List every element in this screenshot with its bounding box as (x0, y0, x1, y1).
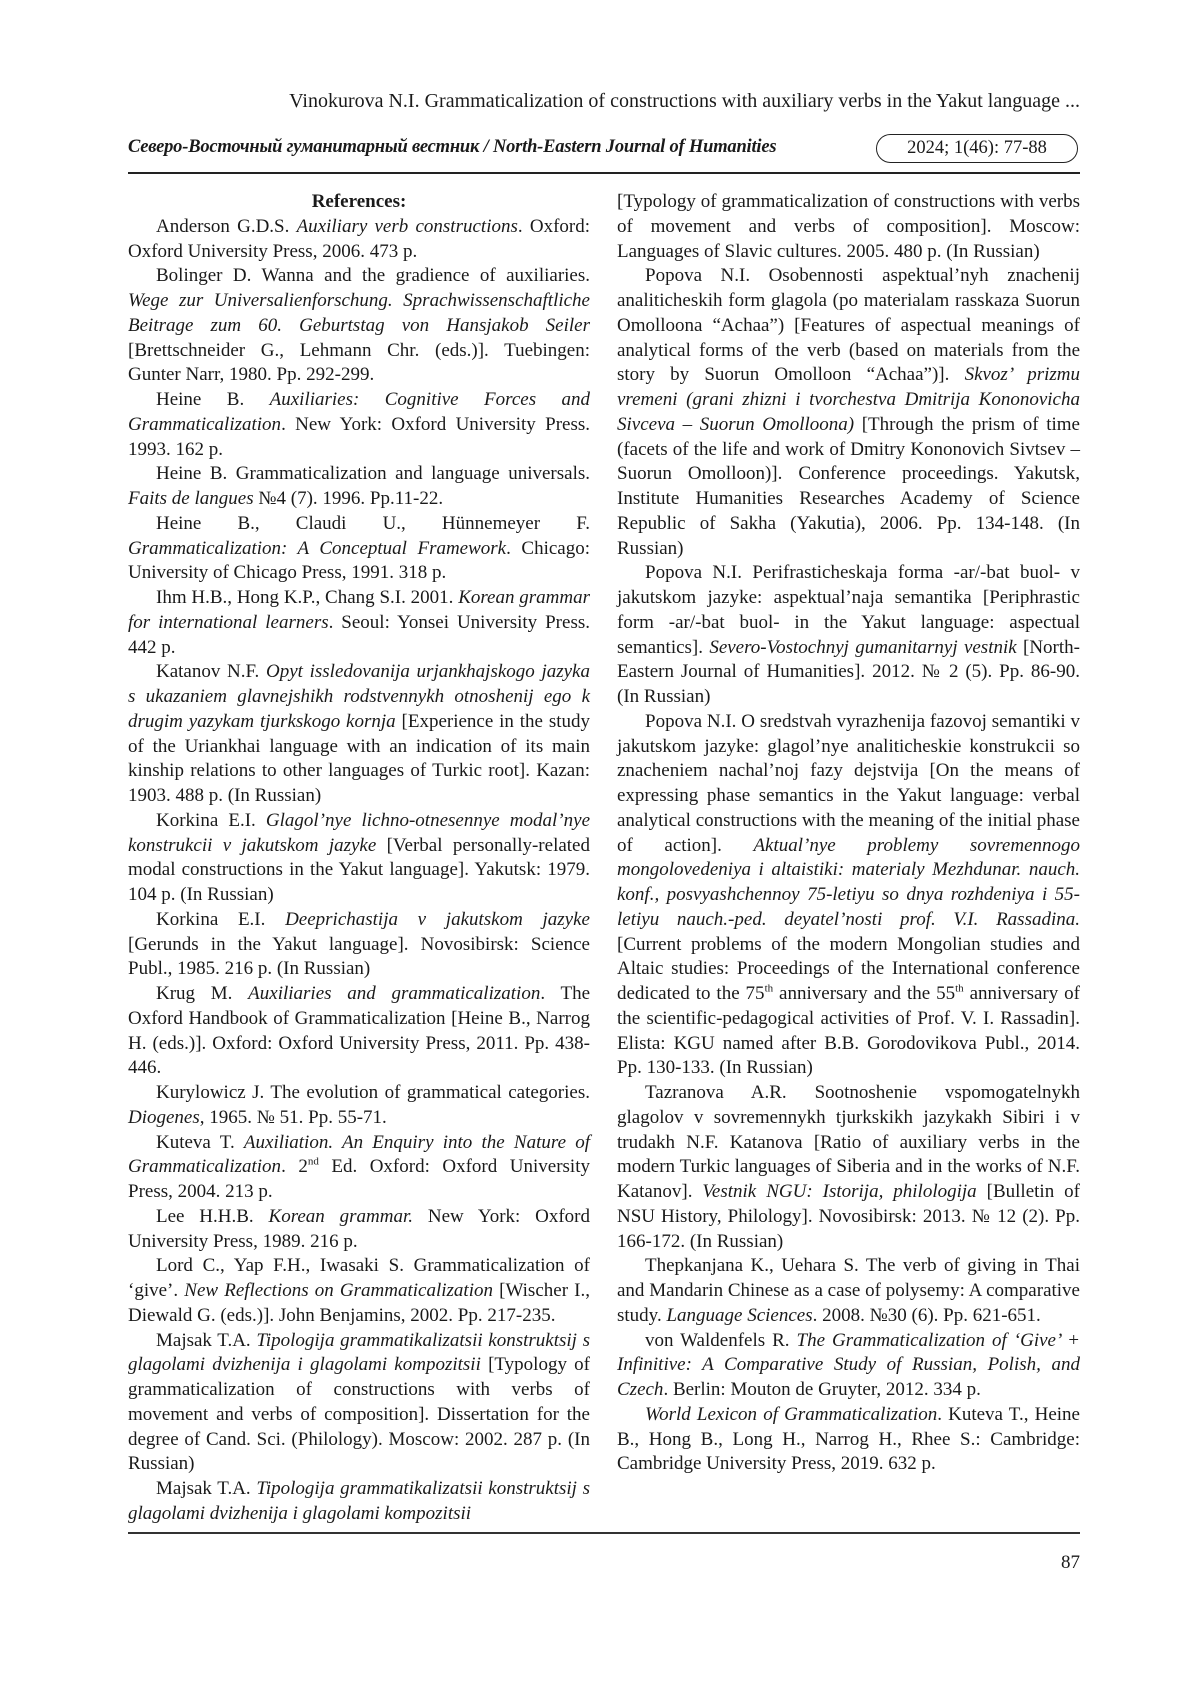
reference-text: Majsak T.A. (156, 1329, 257, 1351)
reference-entry (128, 1081, 590, 1131)
footer-rule (128, 1532, 1080, 1534)
reference-text: . Chicago: University of Chicago Press, 1991. 318 p. (128, 537, 590, 584)
reference-entry (128, 215, 590, 265)
reference-title-italic: Skvoz’ prizmu vremeni (grani zhizni i tvorchestva Dmitrija Kononovicha Sivceva – Suorun Omolloona) (617, 364, 1080, 435)
reference-entry (128, 388, 590, 462)
header-rule (128, 172, 1080, 174)
running-title: Vinokurova N.I. Grammaticalization of constructions with auxiliary verbs in the Yakut language ... (289, 90, 1080, 112)
reference-text: anniversary of the scientific-pedagogical activities of Prof. V. I. Rassadin]. Elista: KGU named after B.B. Gorodovikova Publ., 2014. Pp. 130-133. (In Russian) (617, 983, 1080, 1079)
reference-text: . 2 (281, 1156, 308, 1178)
ordinal-superscript: th (955, 982, 964, 995)
reference-text: [Verbal personally-related modal constructions in the Yakut language]. Yakutsk: 1979. 104 p. (In Russian) (128, 834, 590, 905)
reference-title-italic: New Reflections on Grammaticalization (184, 1280, 493, 1301)
reference-title-italic: World Lexicon of Grammaticalization (645, 1403, 938, 1425)
reference-entry (617, 264, 1080, 561)
reference-entry (128, 512, 590, 586)
reference-entry (617, 190, 1080, 264)
reference-title-italic: Faits de langues (128, 488, 254, 509)
reference-text: Lord C., Yap F.H., Iwasaki S. Grammaticalization of ‘give’. (128, 1255, 590, 1301)
reference-text: [Bulletin of NSU History, Philology]. Novosibirsk: 2013. № 12 (2). Pp. 166-172. (In Russian) (617, 1181, 1080, 1252)
reference-title-italic: Auxiliaries and grammaticalization (248, 983, 541, 1004)
reference-title-italic: Diogenes (128, 1106, 200, 1128)
reference-entry (128, 908, 590, 982)
reference-entry (617, 561, 1080, 710)
reference-text: [Experience in the study of the Uriankhai language with an indication of its main kinship relations to other languages of Turkic root]. Kazan: 1903. 488 p. (In Russian) (128, 710, 590, 806)
reference-entry (617, 1403, 1080, 1477)
reference-text: Popova N.I. Perifrasticheskaja forma -ar/-bat buol- v jakutskom jazyke: aspektual’naja semantika [Periphrastic form -ar/-bat buol- in the Yakut language: aspectual semantics]. (617, 562, 1080, 658)
reference-entry (128, 809, 590, 908)
references-heading: References: (311, 191, 407, 212)
reference-text: Heine B. (156, 389, 270, 410)
reference-entry (617, 1254, 1080, 1328)
reference-text: , 1965. № 51. Pp. 55-71. (199, 1106, 387, 1128)
page-number: 87 (1061, 1552, 1080, 1573)
reference-entry (128, 586, 590, 660)
reference-list-left (128, 215, 590, 1527)
reference-text: Korkina E.I. (156, 809, 266, 831)
reference-title-italic: Auxiliary verb constructions (296, 215, 518, 237)
reference-text: Katanov N.F. (156, 661, 266, 683)
reference-text: . New York: Oxford University Press. 1993. 162 p. (128, 413, 590, 460)
reference-title-italic: Korean grammar. (268, 1205, 414, 1227)
references-right-column (617, 190, 1080, 1477)
ordinal-superscript: th (764, 982, 774, 995)
reference-entry (128, 660, 590, 809)
reference-text: New York: Oxford University Press, 1989. 216 p. (128, 1205, 591, 1252)
reference-text: . Berlin: Mouton de Gruyter, 2012. 334 p. (663, 1379, 981, 1400)
reference-text: Popova N.I. Osobennosti aspektual’nyh znachenij analiticheskih form glagola (po materialam rasskaza Suorun Omolloona “Achaa”) [Features of aspectual meanings of analytical forms of the verb (based on materials from the story by Suorun Omolloon “Achaa”)]. (617, 265, 1080, 386)
reference-entry (617, 710, 1080, 1081)
journal-title: Северо-Восточный гуманитарный вестник / North-Eastern Journal of Humanities (128, 137, 777, 157)
reference-entry (128, 1205, 590, 1255)
reference-text: Heine B., Claudi U., Hünnemeyer F. (156, 512, 590, 534)
reference-text: anniversary and the 55 (773, 983, 956, 1004)
reference-text: Lee H.H.B. (156, 1205, 269, 1227)
reference-continuation (617, 190, 1080, 264)
reference-text: [Typology of grammaticalization of constructions with verbs of movement and verbs of composition]. Moscow: Languages of Slavic cultures. 2005. 480 p. (In Russian) (617, 191, 1080, 262)
reference-title-italic: Tipologija grammatikalizatsii konstruktsij s glagolami dvizhenija i glagolami kompozitsii (128, 1329, 590, 1376)
reference-entry (617, 1329, 1080, 1403)
reference-text: [Wischer I., Diewald G. (eds.)]. John Benjamins, 2002. Pp. 217-235. (128, 1280, 590, 1326)
reference-title-italic: Grammaticalization: A Conceptual Framework (128, 537, 507, 559)
reference-text: [Current problems of the modern Mongolian studies and Altaic studies: Proceedings of the International conference dedicated to the 75 (617, 933, 1080, 1004)
ordinal-superscript: nd (307, 1155, 319, 1168)
reference-text: Anderson G.D.S. (156, 215, 297, 237)
reference-text: [North-Eastern Journal of Humanities]. 2012. № 2 (5). Pp. 86-90. (In Russian) (617, 636, 1080, 707)
reference-text: Bolinger D. Wanna and the gradience of auxiliaries. (156, 265, 590, 287)
reference-text: Majsak T.A. (156, 1478, 257, 1499)
reference-text: [Through the prism of time (facets of the life and work of Dmitry Kononovich Sivtsev – Suorun Omolloon)]. Conference proceedings. Yakutsk, Institute Humanities Researches Academy of Science Republic of Sakha (Yakutia), 2006. Pp. 134-148. (In Russian) (617, 413, 1080, 559)
reference-text: Kuteva T. (156, 1131, 244, 1153)
reference-entry (128, 1477, 590, 1527)
reference-text: [Typology of grammaticalization of constructions with verbs of movement and verbs of composition]. Dissertation for the degree of Cand. Sci. (Philology). Moscow: 2002. 287 p. (In Russian) (128, 1354, 590, 1475)
reference-title-italic: Korean grammar for international learners (128, 587, 591, 633)
reference-text: . The Oxford Handbook of Grammaticalization [Heine B., Narrog H. (eds.)]. Oxford: Oxford University Press, 2011. Pp. 438-446. (128, 983, 590, 1079)
reference-text: von Waldenfels R. (645, 1329, 797, 1351)
reference-text: Thepkanjana K., Uehara S. The verb of giving in Thai and Mandarin Chinese as a case of polysemy: A comparative study. (617, 1255, 1080, 1326)
reference-text: . Seoul: Yonsei University Press. 442 p. (128, 611, 590, 658)
reference-list-right (617, 264, 1080, 1477)
reference-title-italic: Auxiliaries: Cognitive Forces and Grammaticalization (128, 389, 590, 435)
reference-text: Ihm H.B., Hong K.P., Chang S.I. 2001. (156, 587, 459, 608)
reference-text: Ed. Oxford: Oxford University Press, 2004. 213 p. (128, 1156, 590, 1202)
reference-text: [Brettschneider G., Lehmann Chr. (eds.)]. Tuebingen: Gunter Narr, 1980. Pp. 292-299. (128, 339, 590, 386)
reference-text: №4 (7). 1996. Pp.11-22. (253, 488, 444, 509)
reference-title-italic: Auxiliation. An Enquiry into the Nature of Grammaticalization (128, 1131, 590, 1178)
reference-text: Kurylowicz J. The evolution of grammatical categories. (156, 1082, 590, 1103)
reference-entry (128, 1254, 590, 1328)
reference-entry (617, 1081, 1080, 1254)
reference-text: Popova N.I. O sredstvah vyrazhenija fazovoj semantiki v jakutskom jazyke: glagol’nye analiticheskie konstrukcii so znacheniem nachal’noj fazy dejstvija [On the means of expressing phase semantics in the Yakut language: verbal analytical constructions with the meaning of the initial phase of action]. (617, 710, 1080, 856)
reference-text: Korkina E.I. (156, 908, 286, 930)
reference-title-italic: Deeprichastija v jakutskom jazyke (285, 908, 590, 930)
reference-title-italic: Glagol’nye lichno-otnesennye modal’nye konstrukcii v jakutskom jazyke (128, 809, 590, 856)
reference-title-italic: Tipologija grammatikalizatsii konstruktsij s glagolami dvizhenija i glagolami kompozitsii (128, 1478, 590, 1524)
reference-text: Tazranova A.R. Sootnoshenie vspomogatelnykh glagolov v sovremennykh tjurkskikh jazykakh Sibiri i v trudakh N.F. Katanova [Ratio of auxiliary verbs in the modern Turkic languages of Siberia and in the works of N.F. Katanov]. (617, 1082, 1080, 1202)
reference-entry (128, 1329, 590, 1478)
reference-text: Krug M. (156, 983, 249, 1004)
reference-text: . Kuteva T., Heine B., Hong B., Long H., Narrog H., Rhee S.: Cambridge: Cambridge University Press, 2019. 632 p. (617, 1403, 1080, 1475)
reference-title-italic: The Grammaticalization of ‘Give’ + Infinitive: A Comparative Study of Russian, Polish, and Czech (617, 1329, 1080, 1400)
reference-title-italic: Wege zur Universalienforschung. Sprachwissenschaftliche Beitrage zum 60. Geburtstag von Hansjakob Seiler (128, 290, 590, 336)
reference-title-italic: Vestnik NGU: Istorija, philologija (702, 1181, 977, 1202)
reference-entry (128, 462, 590, 512)
reference-entry (128, 264, 590, 388)
reference-entry (128, 982, 590, 1081)
reference-title-italic: Aktual’nye problemy sovremennogo mongolovedeniya i altaistiki: materialy Mezhdunar. nauch. konf., posvyashchennoy 75-letiyu so dnya rozhdeniya i 55-letiyu nauch.-ped. deyatel’nosti prof. V.I. Rassadina. (617, 834, 1080, 930)
reference-text: [Gerunds in the Yakut language]. Novosibirsk: Science Publ., 1985. 216 p. (In Russian) (128, 933, 590, 980)
reference-text: . 2008. №30 (6). Pp. 621-651. (812, 1304, 1041, 1326)
reference-entry (128, 1131, 590, 1205)
reference-title-italic: Opyt issledovanija urjankhajskogo jazyka s ukazaniem glavnejshikh rodstvennykh otnoshenij ego k drugim yazykam tjurkskogo kornja (128, 661, 590, 732)
reference-text: Heine B. Grammaticalization and language universals. (156, 463, 590, 485)
reference-title-italic: Language Sciences (666, 1304, 813, 1326)
reference-text: . Oxford: Oxford University Press, 2006. 473 p. (128, 215, 590, 262)
references-left-column (128, 190, 590, 1527)
issue-badge: 2024; 1(46): 77-88 (876, 134, 1078, 163)
reference-title-italic: Severo-Vostochnyj gumanitarnyj vestnik (709, 636, 1017, 658)
